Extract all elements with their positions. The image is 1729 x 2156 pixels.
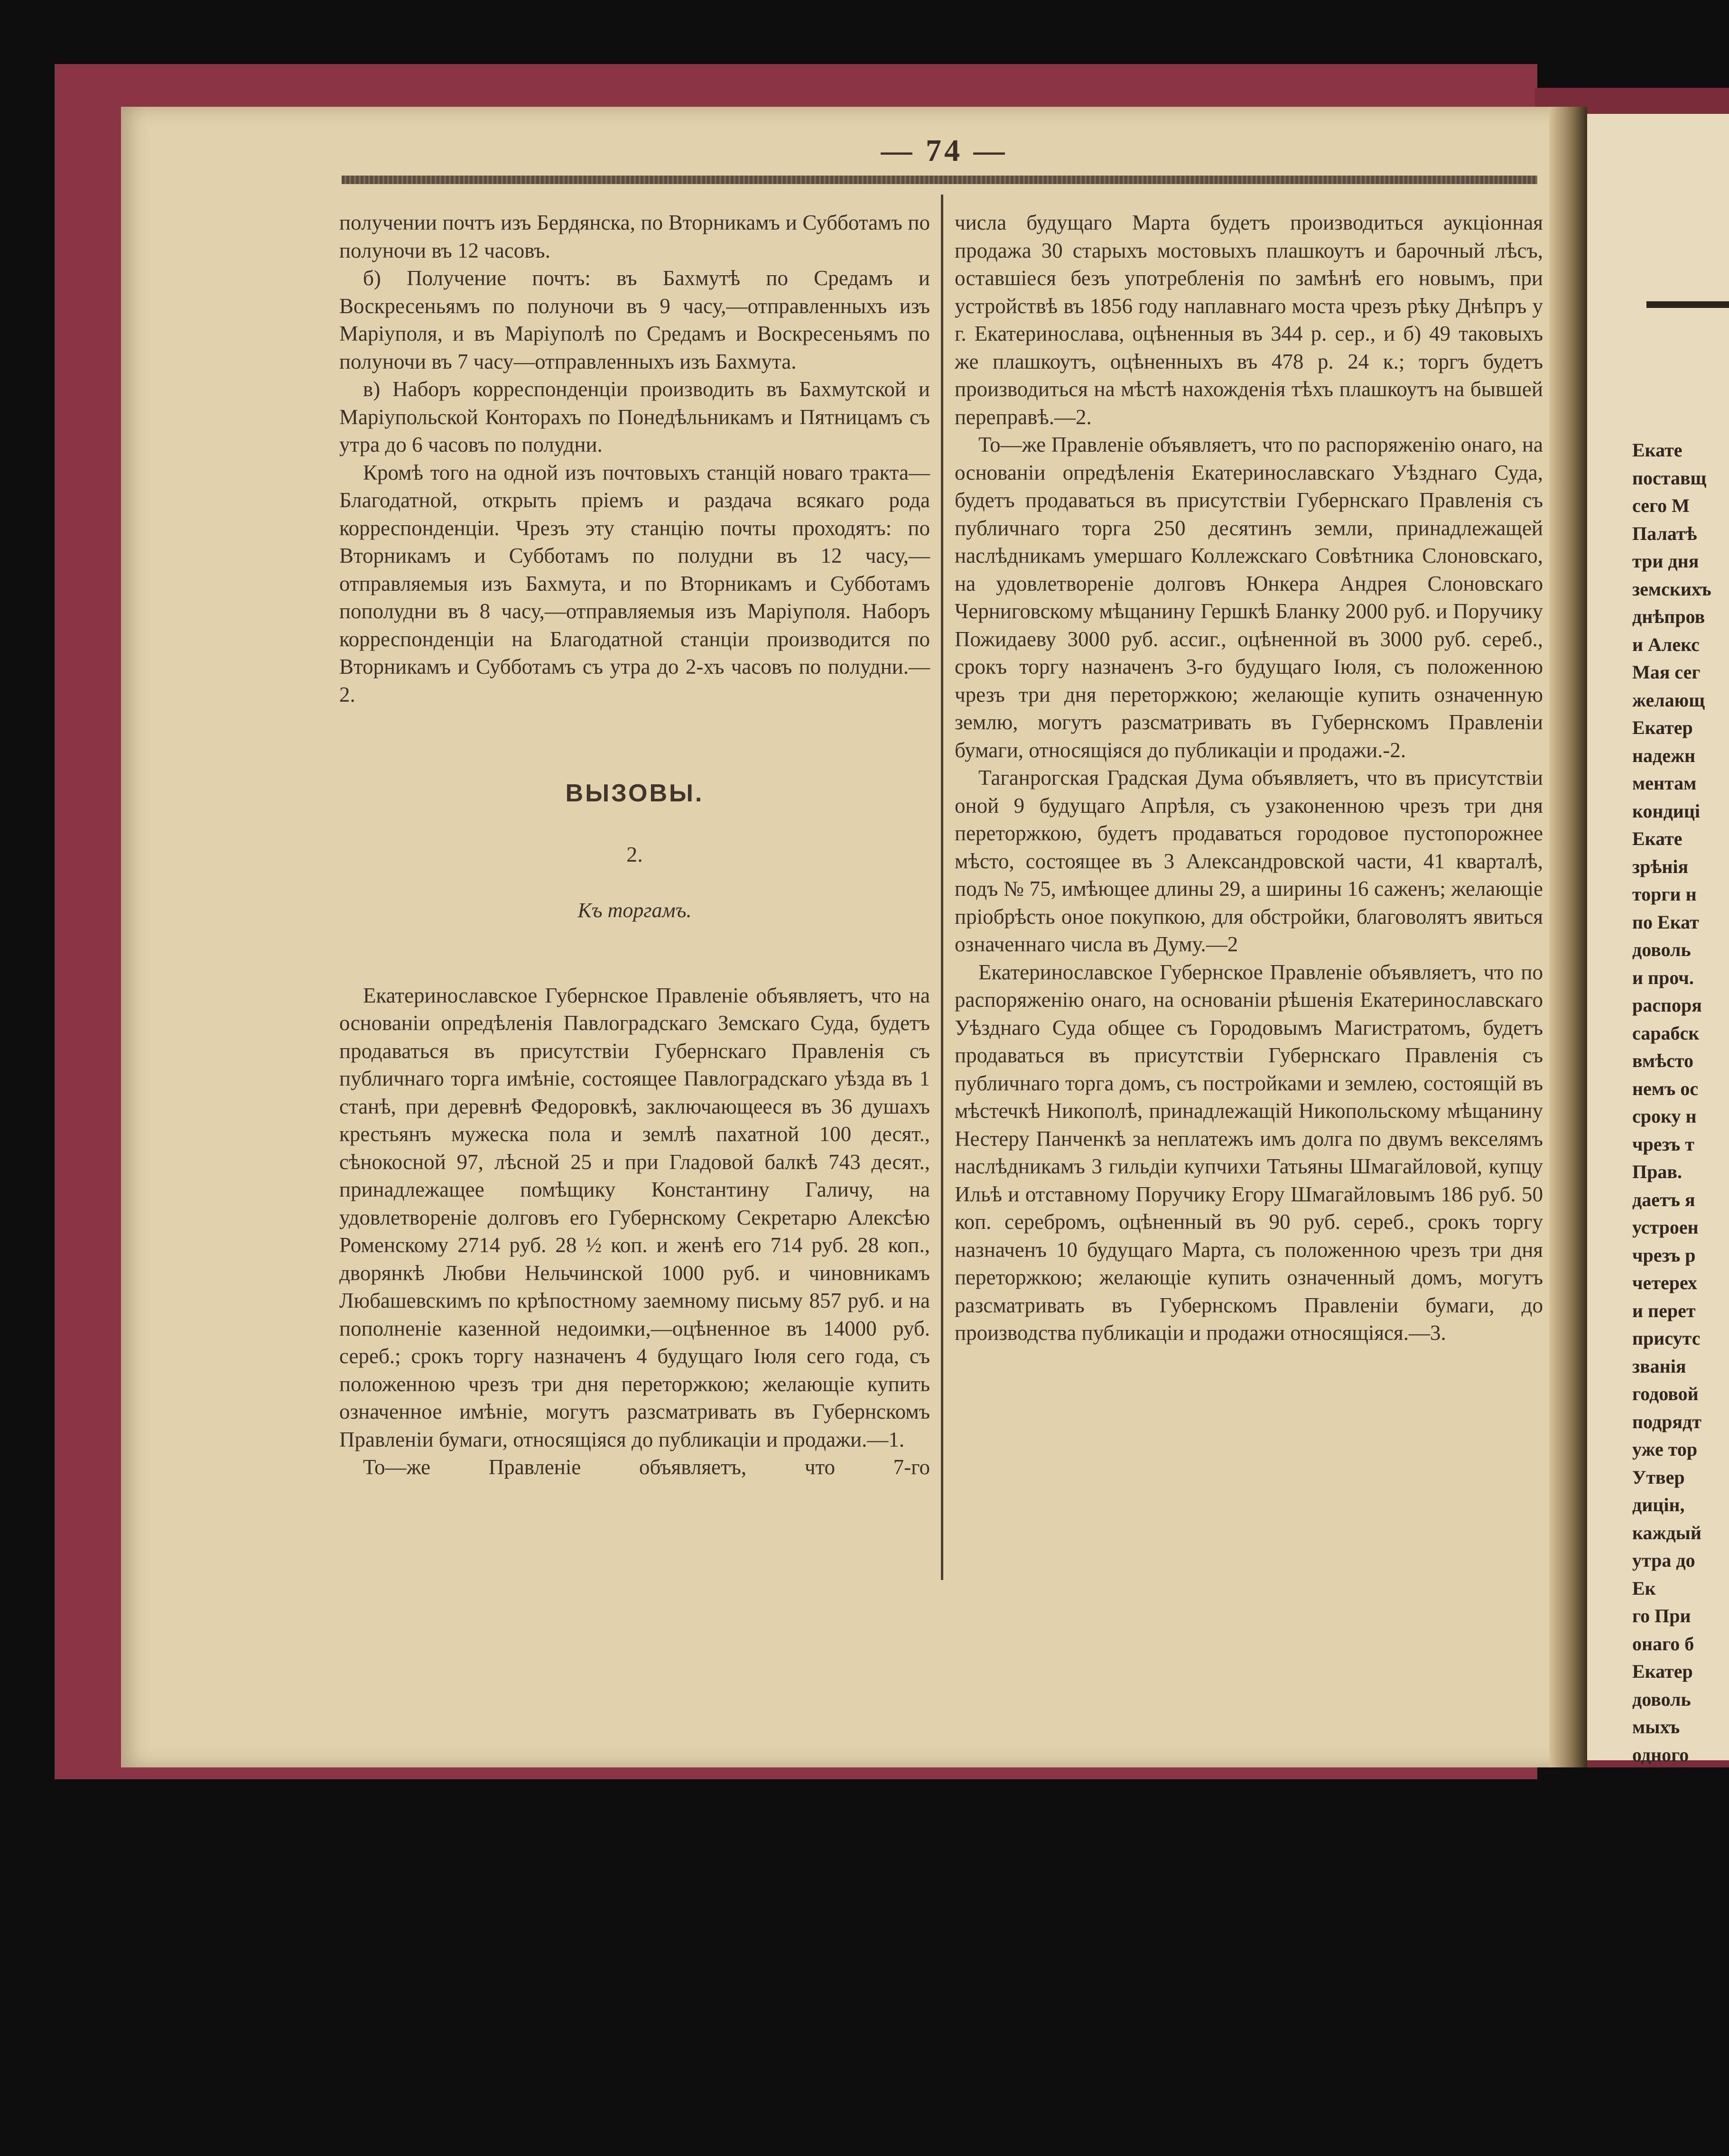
text-line: дицін, [1632, 1494, 1685, 1515]
text-line: сарабск [1632, 1022, 1700, 1044]
paragraph: Екатеринославское Губернское Правленіе объявляетъ, что по распоряженію онаго, на основаніи рѣшенія Екатеринославскаго Уѣзднаго Суда общее съ Городовымъ Магистратомъ, будетъ продаваться въ присутствіи Губернскаго Правленія съ публичнаго торга домъ, съ постройками и землею, состоящій въ мѣстечкѣ Никополѣ, принадлежащій Никопольскому мѣщанину Нестеру Панченкѣ за неплатежъ имъ долга по двумъ векселямъ наслѣдникамъ 3 гильдіи купчихи Татьяны Шмагайловой, купцу Ильѣ и отставному Поручику Егору Шмагайловымъ 186 руб. 50 коп. серебромъ, оцѣненный въ 90 руб. сереб., срокъ торгу назначенъ 10 будущаго Марта, съ положенною чрезъ три дня переторжкою; желающіе купить означенный домъ, могутъ разсматривать въ Губернскомъ Правленіи бумаги, до производства публикаціи и продажи относящіяся.—3. [955, 960, 1543, 1345]
text-line: званія [1632, 1355, 1686, 1377]
text-line: каждый [1632, 1522, 1701, 1543]
left-column [339, 209, 930, 1481]
text-line: подрядт [1632, 1411, 1701, 1432]
text-line: надежн [1632, 744, 1696, 766]
text-line: распоря [1632, 994, 1702, 1016]
book-gutter [1549, 107, 1587, 1767]
paragraph: Таганрогская Градская Дума объявляетъ, что въ присутствіи оной 9 будущаго Апрѣля, съ узаконенною чрезъ три дня переторжкою, будетъ продаваться городовое пустопорожнее мѣсто, состоящее въ 3 Александровской части, 41 кварталѣ, подъ № 75, имѣющее длины 29, а ширины 16 саженъ; желающіе пріобрѣсть оное покупкою, для обстройки, благоволятъ явиться означеннаго числа въ Думу.—2 [955, 766, 1543, 956]
text-line: Екате [1632, 828, 1683, 849]
text-line: Екатер [1632, 717, 1693, 738]
text-line: Ек [1632, 1577, 1656, 1599]
text-line: немъ ос [1632, 1078, 1699, 1099]
paragraph: То—же Правленіе объявляетъ, что 7-го [363, 1455, 930, 1479]
section-subtitle: Къ торгамъ. [577, 899, 692, 922]
page-number: — 74 — [881, 133, 1008, 168]
text-line: и проч. [1632, 966, 1694, 988]
text-line: присутс [1632, 1328, 1701, 1349]
next-page-rule [1646, 301, 1729, 308]
text-line: Екате [1632, 439, 1683, 461]
text-line: Прав. [1632, 1161, 1682, 1182]
section-title: ВЫЗОВЫ. [565, 780, 704, 807]
right-column [955, 209, 1543, 1347]
text-line: Екатер [1632, 1661, 1693, 1682]
text-line: сроку н [1632, 1106, 1697, 1127]
text-line: утра до [1632, 1550, 1695, 1571]
text-line: торги н [1632, 883, 1697, 905]
text-line: сего М [1632, 495, 1690, 516]
text-line: кондиці [1632, 800, 1701, 822]
text-line: чрезъ т [1632, 1133, 1694, 1155]
text-line: чрезъ р [1632, 1244, 1696, 1266]
paragraph: То—же Правленіе объявляетъ, что по распоряженію онаго, на основаніи опредѣленія Екатеринославскаго Уѣзднаго Суда, будетъ продаваться въ присутствіи Губернскаго Правленія съ публичнаго торга 250 десятинъ земли, принадлежащей наслѣдникамъ умершаго Коллежскаго Совѣтника Слоновскаго, на удовлетвореніе долговъ Юнкера Андрея Слоновскаго Черниговскому мѣщанину Гершкѣ Бланку 2000 руб. и Поручику Пожидаеву 3000 руб. ассиг., оцѣненной въ 3000 руб. сереб., срокъ торгу назначенъ 3-го будущаго Іюля, съ положенною чрезъ три дня переторжкою; желающіе купить означенную землю, могутъ разсматривать въ Губернскомъ Правленіи бумаги, относящіяся до публикаціи и продажи.-2. [955, 433, 1543, 762]
text-line: зрѣнія [1632, 855, 1689, 877]
paragraph: Екатеринославское Губернское Правленіе объявляетъ, что на основаніи опредѣленія Павлоградскаго Земскаго Суда, будетъ продаваться въ присутствіи Губернскаго Правленія съ публичнаго торга имѣніе, состоящее Павлоградскаго уѣзда въ 1 станѣ, при деревнѣ Федоровкѣ, заключающееся въ 36 душахъ крестьянъ мужеска пола и землѣ пахатной 100 десят., сѣнокосной 97, лѣсной 25 и при Гладовой балкѣ 743 десят., принадлежащее помѣщику Константину Галичу, на удовлетвореніе долговъ его Губернскому Секретарю Алексѣю Роменскому 2714 руб. 28 ½ коп. и женѣ его 714 руб. 28 коп., дворянкѣ Любви Нельчинской 1000 руб. и чиновникамъ Любашевскимъ по крѣпостному заемному письму 857 руб. и на пополненіе казенной недоимки,—оцѣненное въ 14000 руб. сереб.; срокъ торгу назначенъ 4 будущаго Іюля сего года, съ положенною чрезъ три дня переторжкою; желающіе купить означенное имѣніе, могутъ разсматривать въ Губернскомъ Правленіи бумаги, относящіяся до публикаціи и продажи.—1. [339, 983, 930, 1451]
paragraph: в) Наборъ корреспонденціи производить въ Бахмутской и Маріупольской Конторахъ по Понедѣльникамъ и Пятницамъ съ утра до 6 часовъ по полудни. [339, 377, 930, 456]
paragraph: получении почтъ изъ Бердянска, по Вторникамъ и Субботамъ по полуночи въ 12 часовъ. [339, 211, 930, 262]
paragraph: Кромѣ того на одной изъ почтовыхъ станцій новаго тракта—Благодатной, открыть пріемъ и раздача всякаго рода корреспонденціи. Чрезъ эту станцію почты проходятъ: по Вторникамъ и Субботамъ по полудни въ 12 часу,—отправляемыя изъ Бахмута, и по Вторникамъ и Субботамъ пополудни въ 8 часу,—отправляемыя изъ Маріуполя. Наборъ корреспонденціи на Благодатной станціи производится по Вторникамъ и Субботамъ съ утра до 2-хъ часовъ по полудни.—2. [339, 460, 930, 706]
text-line: и перет [1632, 1300, 1696, 1321]
next-page-text [1632, 437, 1727, 1769]
column-divider [941, 195, 943, 1580]
text-line: желающ [1632, 689, 1705, 711]
section-number: 2. [626, 842, 643, 866]
text-line: онаго б [1632, 1633, 1694, 1654]
text-line: годовой [1632, 1383, 1699, 1404]
text-line: доволь [1632, 939, 1691, 960]
paragraph: б) Получение почтъ: въ Бахмутѣ по Средамъ и Воскресеньямъ по полуночи въ 9 часу,—отправленныхъ изъ Маріуполя, и въ Маріуполѣ по Средамъ и Воскресеньямъ по полуночи въ 7 часу—отправленныхъ изъ Бахмута. [339, 266, 930, 373]
text-line: даетъ я [1632, 1189, 1695, 1210]
text-line: три дня [1632, 550, 1699, 572]
text-line: четерех [1632, 1272, 1697, 1293]
text-line: земскихъ [1632, 578, 1711, 600]
text-line: устроен [1632, 1217, 1699, 1238]
text-line: ментам [1632, 772, 1697, 794]
text-line: и Алекс [1632, 633, 1700, 655]
text-line: Мая сег [1632, 661, 1701, 683]
text-line: го При [1632, 1605, 1691, 1626]
text-line: по Екат [1632, 911, 1699, 933]
text-line: мыхъ [1632, 1716, 1680, 1738]
paragraph: числа будущаго Марта будетъ производиться аукціонная продажа 30 старыхъ мостовыхъ плашкоутъ и барочный лѣсъ, оставшіеся безъ употребленія по замѣнѣ его новымъ, при устройствѣ въ 1856 году наплавнаго моста чрезъ рѣку Днѣпръ у г. Екатеринослава, оцѣненныя въ 344 р. сер., и б) 49 таковыхъ же плашкоутъ, оцѣненныхъ въ 478 р. 24 к.; торгъ будетъ производиться на мѣстѣ нахожденія тѣхъ плашкоутъ на бывшей переправѣ.—2. [955, 211, 1543, 429]
text-line: днѣпров [1632, 606, 1705, 627]
text-line: доволь [1632, 1688, 1691, 1710]
header-rule [342, 176, 1537, 184]
text-line: одного [1632, 1744, 1689, 1766]
text-line: Палатѣ [1632, 522, 1697, 544]
text-line: поставщ [1632, 467, 1707, 489]
text-line: вмѣсто [1632, 1050, 1694, 1071]
text-line: Утвер [1632, 1466, 1685, 1488]
text-line: уже тор [1632, 1439, 1698, 1460]
